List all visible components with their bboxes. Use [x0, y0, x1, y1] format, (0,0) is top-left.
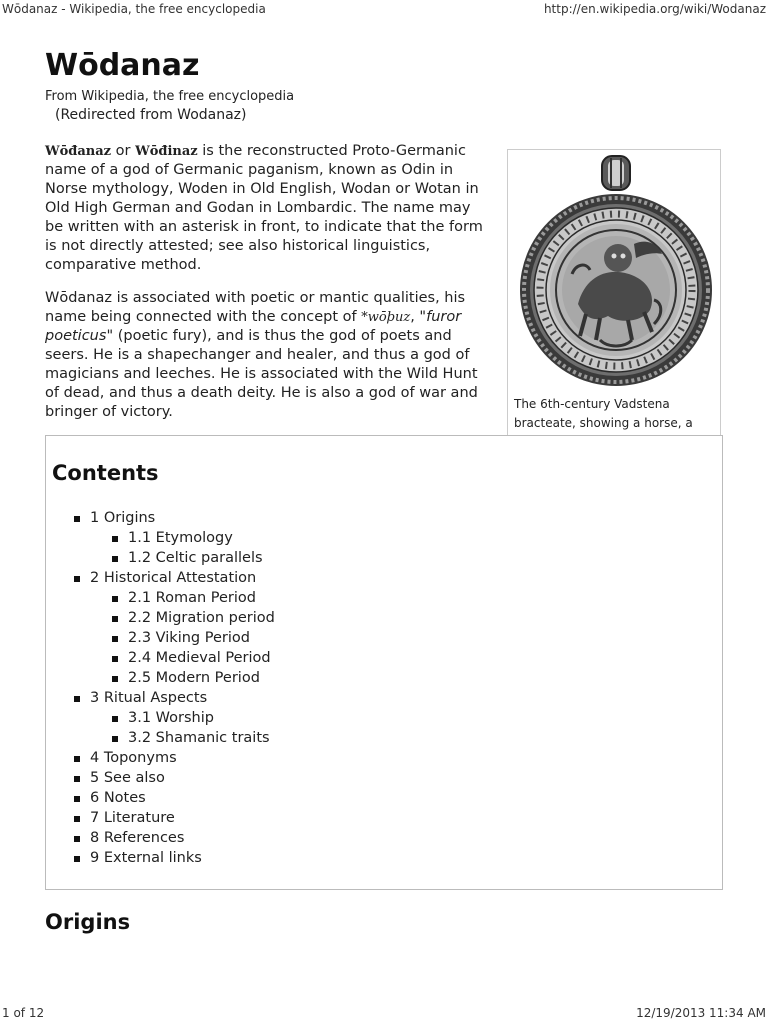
latin-phrase: furor poeticus [45, 309, 462, 344]
page-count: 1 of 12 [2, 1006, 45, 1020]
toc-item[interactable]: 5 See also [74, 768, 275, 788]
toc-item[interactable]: 8 References [74, 828, 275, 848]
name-wodinaz: Wōđinaz [135, 144, 198, 159]
bracteate-illustration [516, 154, 714, 394]
second-text-a: Wōdanaz is associated with poetic or mantic qualities, his name being connected with the concept of [45, 290, 466, 325]
table-of-contents [45, 435, 723, 890]
page-title: Wōdanaz [45, 48, 200, 83]
second-text-b: , " [410, 309, 427, 325]
print-url[interactable]: http://en.wikipedia.org/wiki/Wodanaz [543, 2, 766, 16]
toc-item[interactable]: 1.2 Celtic parallels [112, 548, 275, 568]
site-subtitle: From Wikipedia, the free encyclopedia [45, 89, 295, 104]
toc-item[interactable]: 4 Toponyms [74, 748, 275, 768]
toc-item[interactable]: 3 Ritual Aspects [74, 688, 275, 708]
toc-item[interactable]: 2.4 Medieval Period [112, 648, 275, 668]
toc-item[interactable]: 2.1 Roman Period [112, 588, 275, 608]
print-page-title: Wōdanaz - Wikipedia, the free encyclopedia [2, 2, 266, 16]
intro-text: is the reconstructed Proto-Germanic name of a god of Germanic paganism, known as Odin in Norse mythology, Woden in Old English, Wodan or Wotan in Old High German and Godan in Lombardic. The name may be written with an asterisk in front, to indicate that the form is not directly attested; see also historical linguistics, comparative method. [45, 143, 483, 273]
toc-item[interactable]: 2.3 Viking Period [112, 628, 275, 648]
print-header [0, 0, 768, 20]
print-footer [0, 1004, 768, 1024]
toc-item[interactable]: 3.1 Worship [112, 708, 275, 728]
toc-item[interactable]: 2 Historical Attestation [74, 568, 275, 588]
toc-item[interactable]: 7 Literature [74, 808, 275, 828]
second-text-c: " (poetic fury), and is thus the god of poets and seers. He is a shapechanger and healer, and thus a god of magicians and leeches. He is associated with the Wild Hunt of dead, and thus a death deity. He is also a god of war and bringer of victory. [45, 328, 478, 420]
intro-paragraph [45, 142, 490, 275]
section-heading-origins: Origins [45, 910, 131, 934]
name-wodanaz: Wōđanaz [45, 144, 112, 159]
toc-item[interactable]: 1.1 Etymology [112, 528, 275, 548]
toc-item[interactable]: 2.5 Modern Period [112, 668, 275, 688]
second-paragraph [45, 289, 490, 422]
term-wothuz[interactable]: *wōþuz [361, 310, 411, 325]
toc-item[interactable]: 3.2 Shamanic traits [112, 728, 275, 748]
print-datetime: 12/19/2013 11:34 AM [636, 1006, 766, 1020]
toc-list [74, 508, 275, 868]
toc-item[interactable]: 9 External links [74, 848, 275, 868]
bracteate-image[interactable] [516, 154, 714, 394]
toc-item[interactable]: 6 Notes [74, 788, 275, 808]
toc-item[interactable]: 1 Origins [74, 508, 275, 528]
toc-heading: Contents [52, 461, 159, 485]
toc-item[interactable]: 2.2 Migration period [112, 608, 275, 628]
conjunction-or: or [111, 143, 136, 159]
figure-caption: The 6th-century Vadstena bracteate, showing a horse, a [514, 397, 693, 430]
redirect-note: (Redirected from Wodanaz) [55, 107, 247, 123]
